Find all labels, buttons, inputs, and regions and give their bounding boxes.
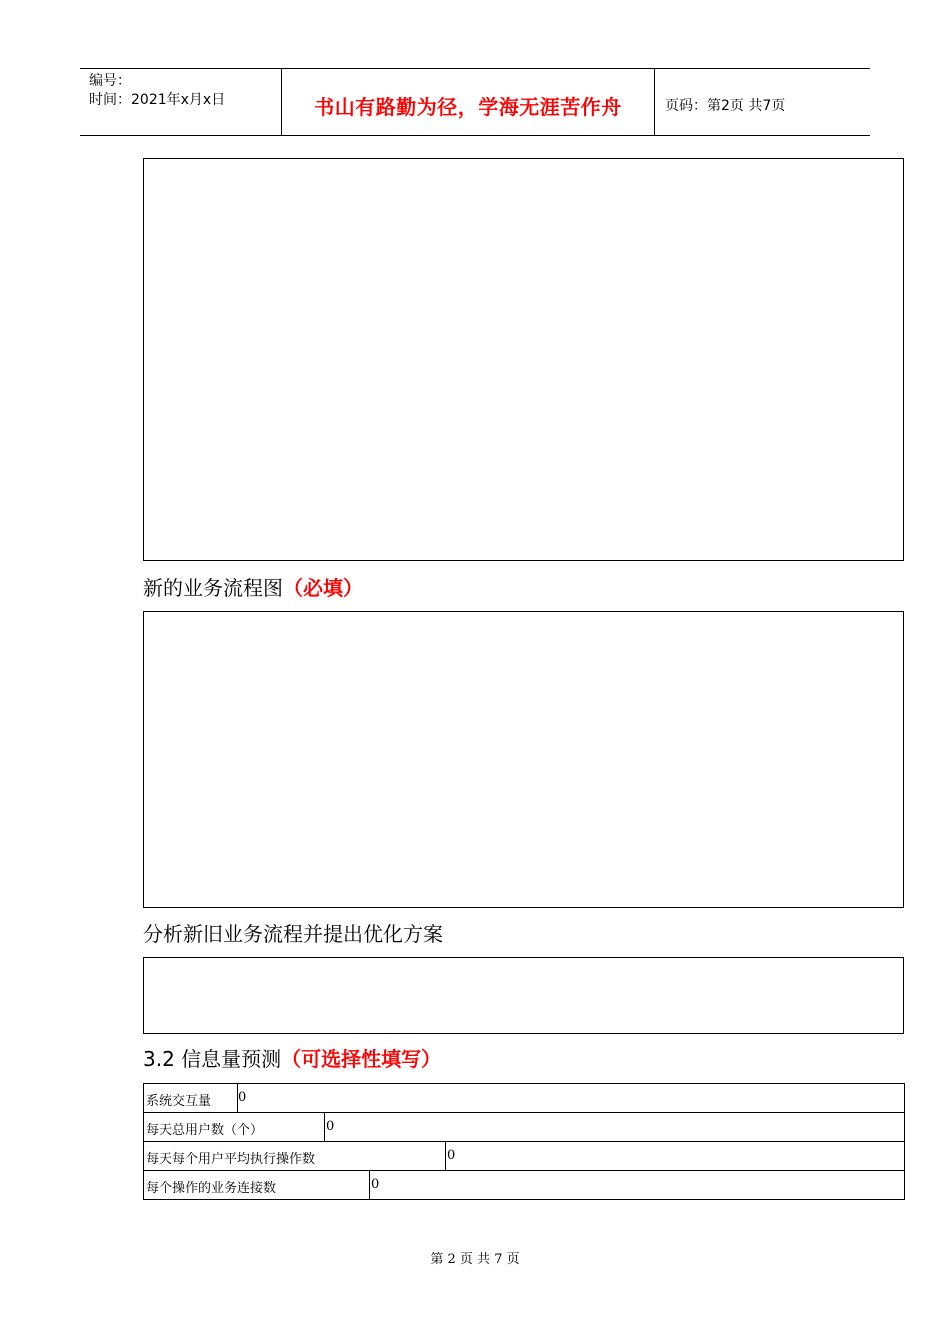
- new-flowchart-title: 新的业务流程图: [143, 576, 283, 600]
- new-flowchart-heading: [143, 575, 363, 601]
- info-forecast-heading: [143, 1046, 441, 1072]
- document-date-label: 时间：2021年x月x日: [89, 92, 226, 108]
- info-forecast-table: [143, 1083, 905, 1200]
- old-flowchart-box: [143, 158, 904, 561]
- new-flowchart-box: [143, 611, 904, 908]
- row-label: 系统交互量: [146, 1094, 212, 1109]
- header-page-info: 页码：第2页 共7页: [665, 98, 786, 114]
- analysis-box: [143, 957, 904, 1034]
- info-forecast-title: 3.2 信息量预测: [143, 1047, 282, 1071]
- row-value: 0: [238, 1090, 247, 1105]
- header-motto: 书山有路勤为径，学海无涯苦作舟: [314, 95, 622, 119]
- table-row: [143, 1170, 905, 1200]
- page-footer: 第 2 页 共 7 页: [430, 1252, 520, 1267]
- table-row: [143, 1083, 905, 1112]
- row-value: 0: [447, 1148, 456, 1163]
- row-value: 0: [371, 1177, 380, 1192]
- header-right-cell: [655, 69, 870, 135]
- optional-note: （可选择性填写）: [281, 1047, 442, 1071]
- table-row: [143, 1112, 905, 1141]
- page-header: [80, 68, 870, 136]
- row-label: 每个操作的业务连接数: [146, 1181, 277, 1196]
- analysis-heading: 分析新旧业务流程并提出优化方案: [143, 922, 443, 946]
- header-left-cell: [80, 69, 282, 135]
- cell-divider: [324, 1113, 325, 1141]
- row-label: 每天每个用户平均执行操作数: [146, 1152, 316, 1167]
- cell-divider: [445, 1142, 446, 1170]
- required-note: （必填）: [283, 576, 363, 600]
- table-row: [143, 1141, 905, 1170]
- cell-divider: [369, 1171, 370, 1199]
- header-middle-cell: [282, 69, 655, 135]
- row-value: 0: [326, 1119, 335, 1134]
- row-label: 每天总用户数（个）: [146, 1123, 264, 1138]
- document-number-label: 编号：: [89, 73, 131, 89]
